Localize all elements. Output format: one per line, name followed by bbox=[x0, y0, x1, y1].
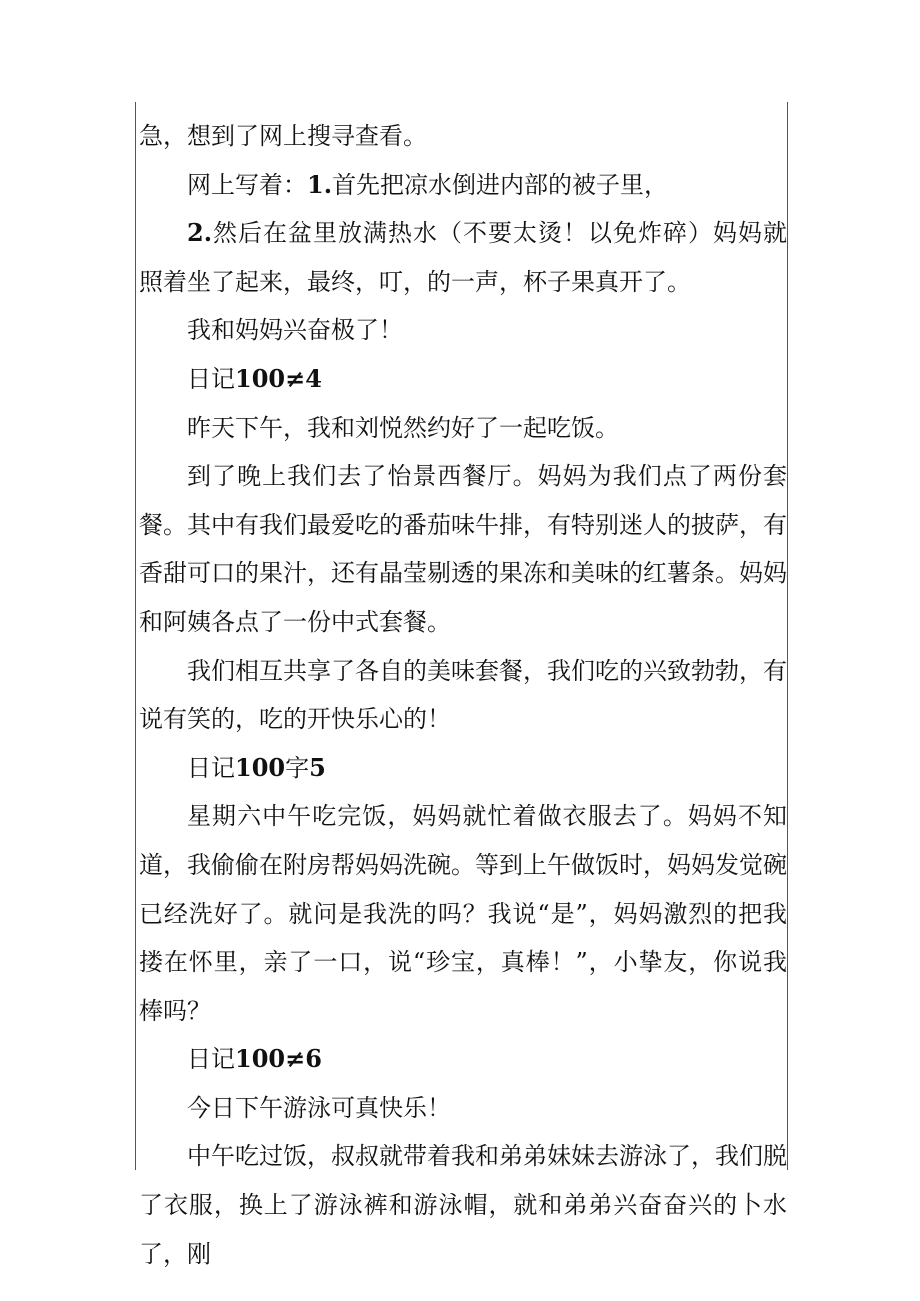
paragraph-3: 2.然后在盆里放满热水（不要太烫！以免炸碎）妈妈就照着坐了起来，最终，叮，的一声，杯子果真开了。 bbox=[139, 218, 787, 296]
diary-heading-5: 日记100字5 bbox=[187, 752, 326, 782]
paragraph-8: 星期六中午吃完饭，妈妈就忙着做衣服去了。妈妈不知道，我偷偷在附房帮妈妈洗碗。等到上午做饭时，妈妈发觉碗已经洗好了。就问是我洗的吗？我说“是”，妈妈激烈的把我搂在怀里，亲了一口，说“珍宝，真棒！”，小挚友，你说我棒吗？ bbox=[139, 802, 787, 1025]
paragraph-1: 急，想到了网上搜寻查看。 bbox=[139, 122, 427, 150]
paragraph-2: 网上写着：1.首先把凉水倒进内部的被子里， bbox=[187, 169, 669, 199]
paragraph-6: 到了晚上我们去了怡景西餐厅。妈妈为我们点了两份套餐。其中有我们最爱吃的番茄味牛排，有特别迷人的披萨，有香甜可口的果汁，还有晶莹剔透的果冻和美味的红薯条。妈妈和阿姨各点了一份中式套餐。 bbox=[139, 462, 787, 636]
diary-heading-6: 日记100≠6 bbox=[187, 1044, 322, 1074]
paragraph-10: 中午吃过饭，叔叔就带着我和弟弟妹妹去游泳了，我们脱了衣服，换上了游泳裤和游泳帽，就和弟弟兴奋奋兴的卜水了，刚 bbox=[139, 1142, 787, 1268]
paragraph-7: 我们相互共享了各自的美味套餐，我们吃的兴致勃勃，有说有笑的，吃的开快乐心的！ bbox=[139, 656, 787, 734]
paragraph-9: 今日下午游泳可真快乐！ bbox=[187, 1093, 451, 1122]
left-border-line bbox=[135, 102, 136, 1170]
diary-heading-4: 日记100≠4 bbox=[187, 363, 322, 393]
paragraph-5: 昨天下午，我和刘悦然约好了一起吃饭。 bbox=[187, 413, 619, 442]
document-body bbox=[139, 112, 787, 1278]
right-border-line bbox=[787, 102, 788, 1170]
paragraph-4: 我和妈妈兴奋极了！ bbox=[187, 316, 403, 345]
